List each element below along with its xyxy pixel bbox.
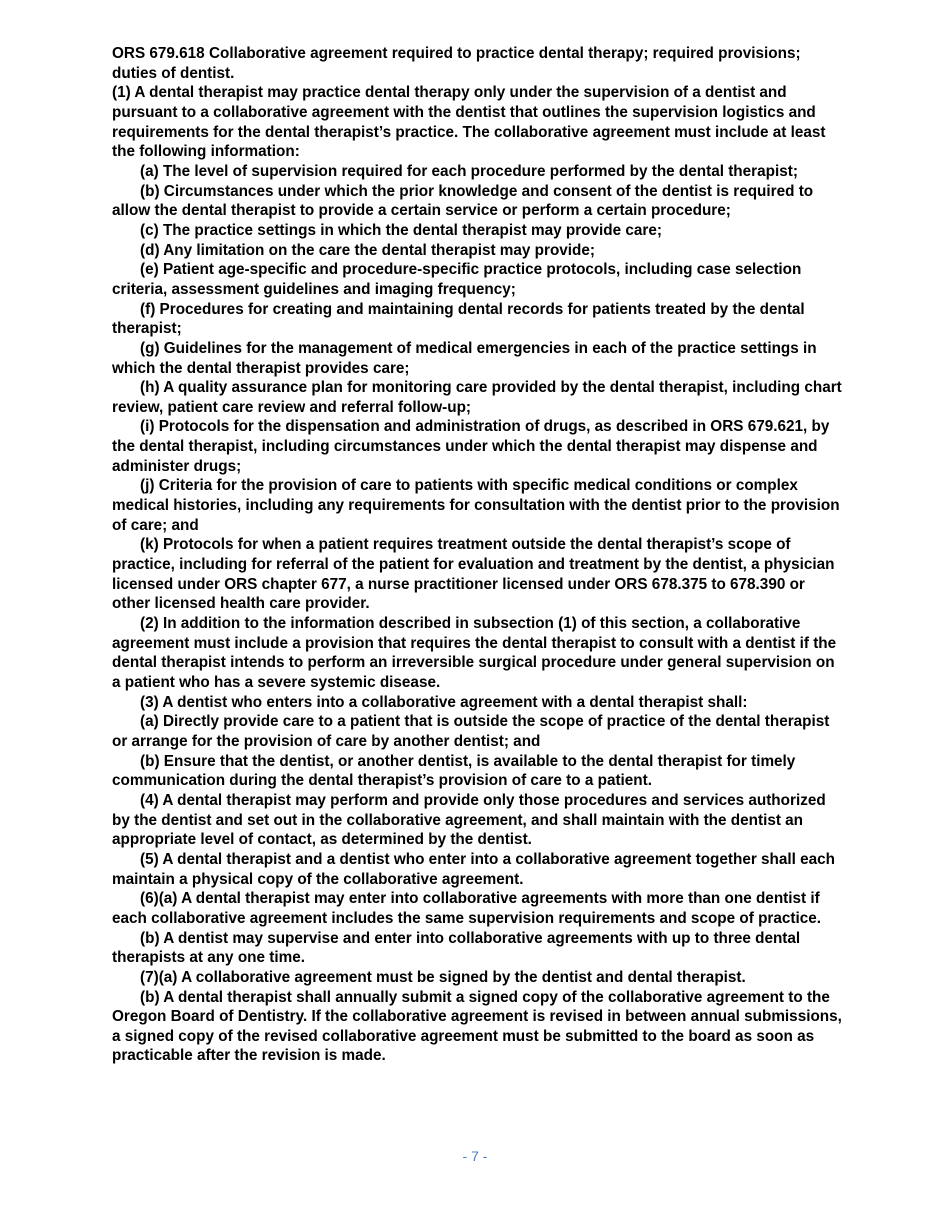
paragraph: (a) Directly provide care to a patient that is outside the scope of practice of the dental therapist or arrange for the provision of care by another dentist; and [112, 713, 830, 750]
page-number: - 7 - [462, 1148, 488, 1164]
paragraph: (h) A quality assurance plan for monitoring care provided by the dental therapist, including chart review, patient care review and referral follow-up; [112, 379, 842, 416]
paragraph: (k) Protocols for when a patient requires treatment outside the dental therapist’s scope of practice, including for referral of the patient for evaluation and treatment by the dentist, a physician licensed under ORS chapter 677, a nurse practitioner licensed under ORS 678.375 to 678.390 or other licensed health care provider. [112, 536, 835, 613]
paragraph: (i) Protocols for the dispensation and administration of drugs, as described in ORS 679.621, by the dental therapist, including circumstances under which the dental therapist may dispense and administer drugs; [112, 418, 830, 475]
paragraph: (c) The practice settings in which the dental therapist may provide care; [140, 221, 662, 239]
paragraph: (b) Ensure that the dentist, or another dentist, is available to the dental therapist for timely communication during the dental therapist’s provision of care to a patient. [112, 752, 796, 790]
paragraph: (2) In addition to the information described in subsection (1) of this section, a collaborative agreement must include a provision that requires the dental therapist to consult with a dentist if the dental therapist intends to perform an irreversible surgical procedure under general supervision on a patient who has a severe systemic disease. [112, 615, 837, 691]
paragraph: (a) The level of supervision required for each procedure performed by the dental therapist; [140, 162, 798, 180]
paragraph: (e) Patient age-specific and procedure-specific practice protocols, including case selection criteria, assessment guidelines and imaging frequency; [112, 261, 802, 298]
paragraph: (1) A dental therapist may practice dental therapy only under the supervision of a dentist and pursuant to a collaborative agreement with the dentist that outlines the supervision logistics and requirements for the dental therapist’s practice. The collaborative agreement must include at least the following information: [112, 84, 826, 161]
paragraph-list [112, 83, 842, 1066]
paragraph: (6)(a) A dental therapist may enter into collaborative agreements with more than one dentist if each collaborative agreement includes the same supervision requirements and scope of practice. [112, 890, 822, 927]
paragraph: (b) Circumstances under which the prior knowledge and consent of the dentist is required to allow the dental therapist to provide a certain service or perform a certain procedure; [112, 182, 814, 220]
paragraph: (f) Procedures for creating and maintaining dental records for patients treated by the dental therapist; [112, 300, 805, 338]
paragraph: (7)(a) A collaborative agreement must be signed by the dentist and dental therapist. [140, 968, 746, 986]
paragraph: (g) Guidelines for the management of medical emergencies in each of the practice settings in which the dental therapist provides care; [112, 339, 817, 377]
paragraph: (b) A dental therapist shall annually submit a signed copy of the collaborative agreement to the Oregon Board of Dentistry. If the collaborative agreement is revised in between annual submissions, a signed copy of the revised collaborative agreement must be submitted to the board as soon as practicable after the revision is made. [112, 988, 842, 1065]
paragraph: (4) A dental therapist may perform and provide only those procedures and services authorized by the dentist and set out in the collaborative agreement, and shall maintain with the dentist an appropriate level of contact, as determined by the dentist. [112, 791, 826, 849]
paragraph: (3) A dentist who enters into a collaborative agreement with a dental therapist shall: [140, 693, 748, 711]
document-body [112, 44, 842, 1066]
paragraph: (b) A dentist may supervise and enter into collaborative agreements with up to three dental therapists at any one time. [112, 929, 801, 967]
paragraph: (5) A dental therapist and a dentist who enter into a collaborative agreement together shall each maintain a physical copy of the collaborative agreement. [112, 850, 836, 888]
paragraph: (j) Criteria for the provision of care to patients with specific medical conditions or complex medical histories, including any requirements for consultation with the dentist prior to the provision of care; and [112, 477, 840, 534]
section-title: ORS 679.618 Collaborative agreement required to practice dental therapy; required provisions; duties of dentist. [112, 45, 801, 82]
paragraph: (d) Any limitation on the care the dental therapist may provide; [140, 241, 596, 259]
